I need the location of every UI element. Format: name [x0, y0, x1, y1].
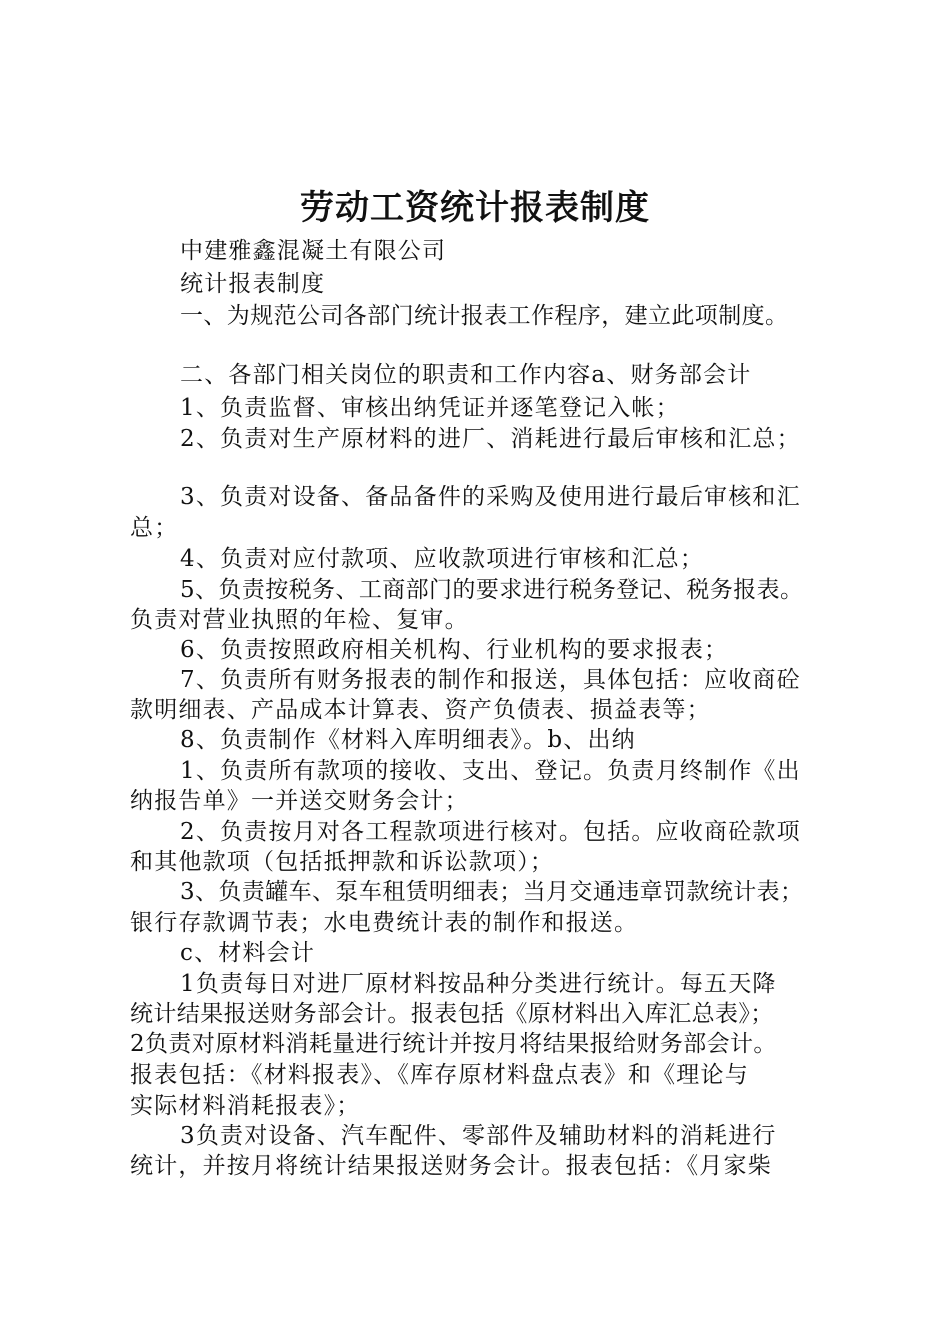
document-title: 劳动工资统计报表制度	[300, 188, 650, 228]
paragraph-line: 2、负责按月对各工程款项进行核对。包括。应收商砼款项	[180, 819, 801, 845]
paragraph-line: 2、负责对生产原材料的进厂、消耗进行最后审核和汇总；	[180, 426, 801, 452]
section-heading: c、材料会计	[180, 940, 316, 966]
paragraph-line: 款明细表、产品成本计算表、资产负债表、损益表等；	[130, 697, 711, 723]
paragraph-line: 统计结果报送财务部会计。报表包括《原材料出入库汇总表》；	[130, 1001, 774, 1027]
paragraph-line: 1负责每日对进厂原材料按品种分类进行统计。每五天降	[180, 971, 777, 997]
paragraph-line: 2负责对原材料消耗量进行统计并按月将结果报给财务部会计。	[130, 1031, 777, 1057]
paragraph-line: 5、负责按税务、工商部门的要求进行税务登记、税务报表。	[180, 577, 804, 603]
paragraph-line: 负责对营业执照的年检、复审。	[130, 607, 469, 633]
subtitle: 统计报表制度	[180, 271, 326, 297]
paragraph-line: 3、负责对设备、备品备件的采购及使用进行最后审核和汇	[180, 484, 801, 510]
paragraph-line: 二、各部门相关岗位的职责和工作内容a、财务部会计	[180, 362, 752, 388]
paragraph-line: 7、负责所有财务报表的制作和报送，具体包括：应收商砼	[180, 667, 801, 693]
paragraph-line: 8、负责制作《材料入库明细表》。b、出纳	[180, 727, 636, 753]
paragraph-line: 3、负责罐车、泵车租赁明细表；当月交通违章罚款统计表；	[180, 879, 804, 905]
paragraph-line: 3负责对设备、汽车配件、零部件及辅助材料的消耗进行	[180, 1123, 777, 1149]
paragraph-line: 实际材料消耗报表》；	[130, 1093, 361, 1119]
paragraph-line: 报表包括：《材料报表》、《库存原材料盘点表》和《理论与	[130, 1062, 749, 1088]
paragraph-line: 和其他款项（包括抵押款和诉讼款项）；	[130, 849, 555, 875]
paragraph-line: 总；	[130, 515, 179, 541]
paragraph-line: 1、负责所有款项的接收、支出、登记。负责月终制作《出	[180, 758, 801, 784]
paragraph-line: 一、为规范公司各部门统计报表工作程序，建立此项制度。	[180, 303, 789, 329]
paragraph-line: 1、负责监督、审核出纳凭证并逐笔登记入帐；	[180, 395, 680, 421]
paragraph-line: 4、负责对应付款项、应收款项进行审核和汇总；	[180, 546, 705, 572]
company-name: 中建雅鑫混凝土有限公司	[180, 238, 447, 264]
paragraph-line: 6、负责按照政府相关机构、行业机构的要求报表；	[180, 637, 729, 663]
paragraph-line: 银行存款调节表；水电费统计表的制作和报送。	[130, 910, 639, 936]
paragraph-line: 纳报告单》一并送交财务会计；	[130, 788, 469, 814]
paragraph-line: 统计，并按月将统计结果报送财务会计。报表包括：《月家柴	[130, 1153, 772, 1179]
